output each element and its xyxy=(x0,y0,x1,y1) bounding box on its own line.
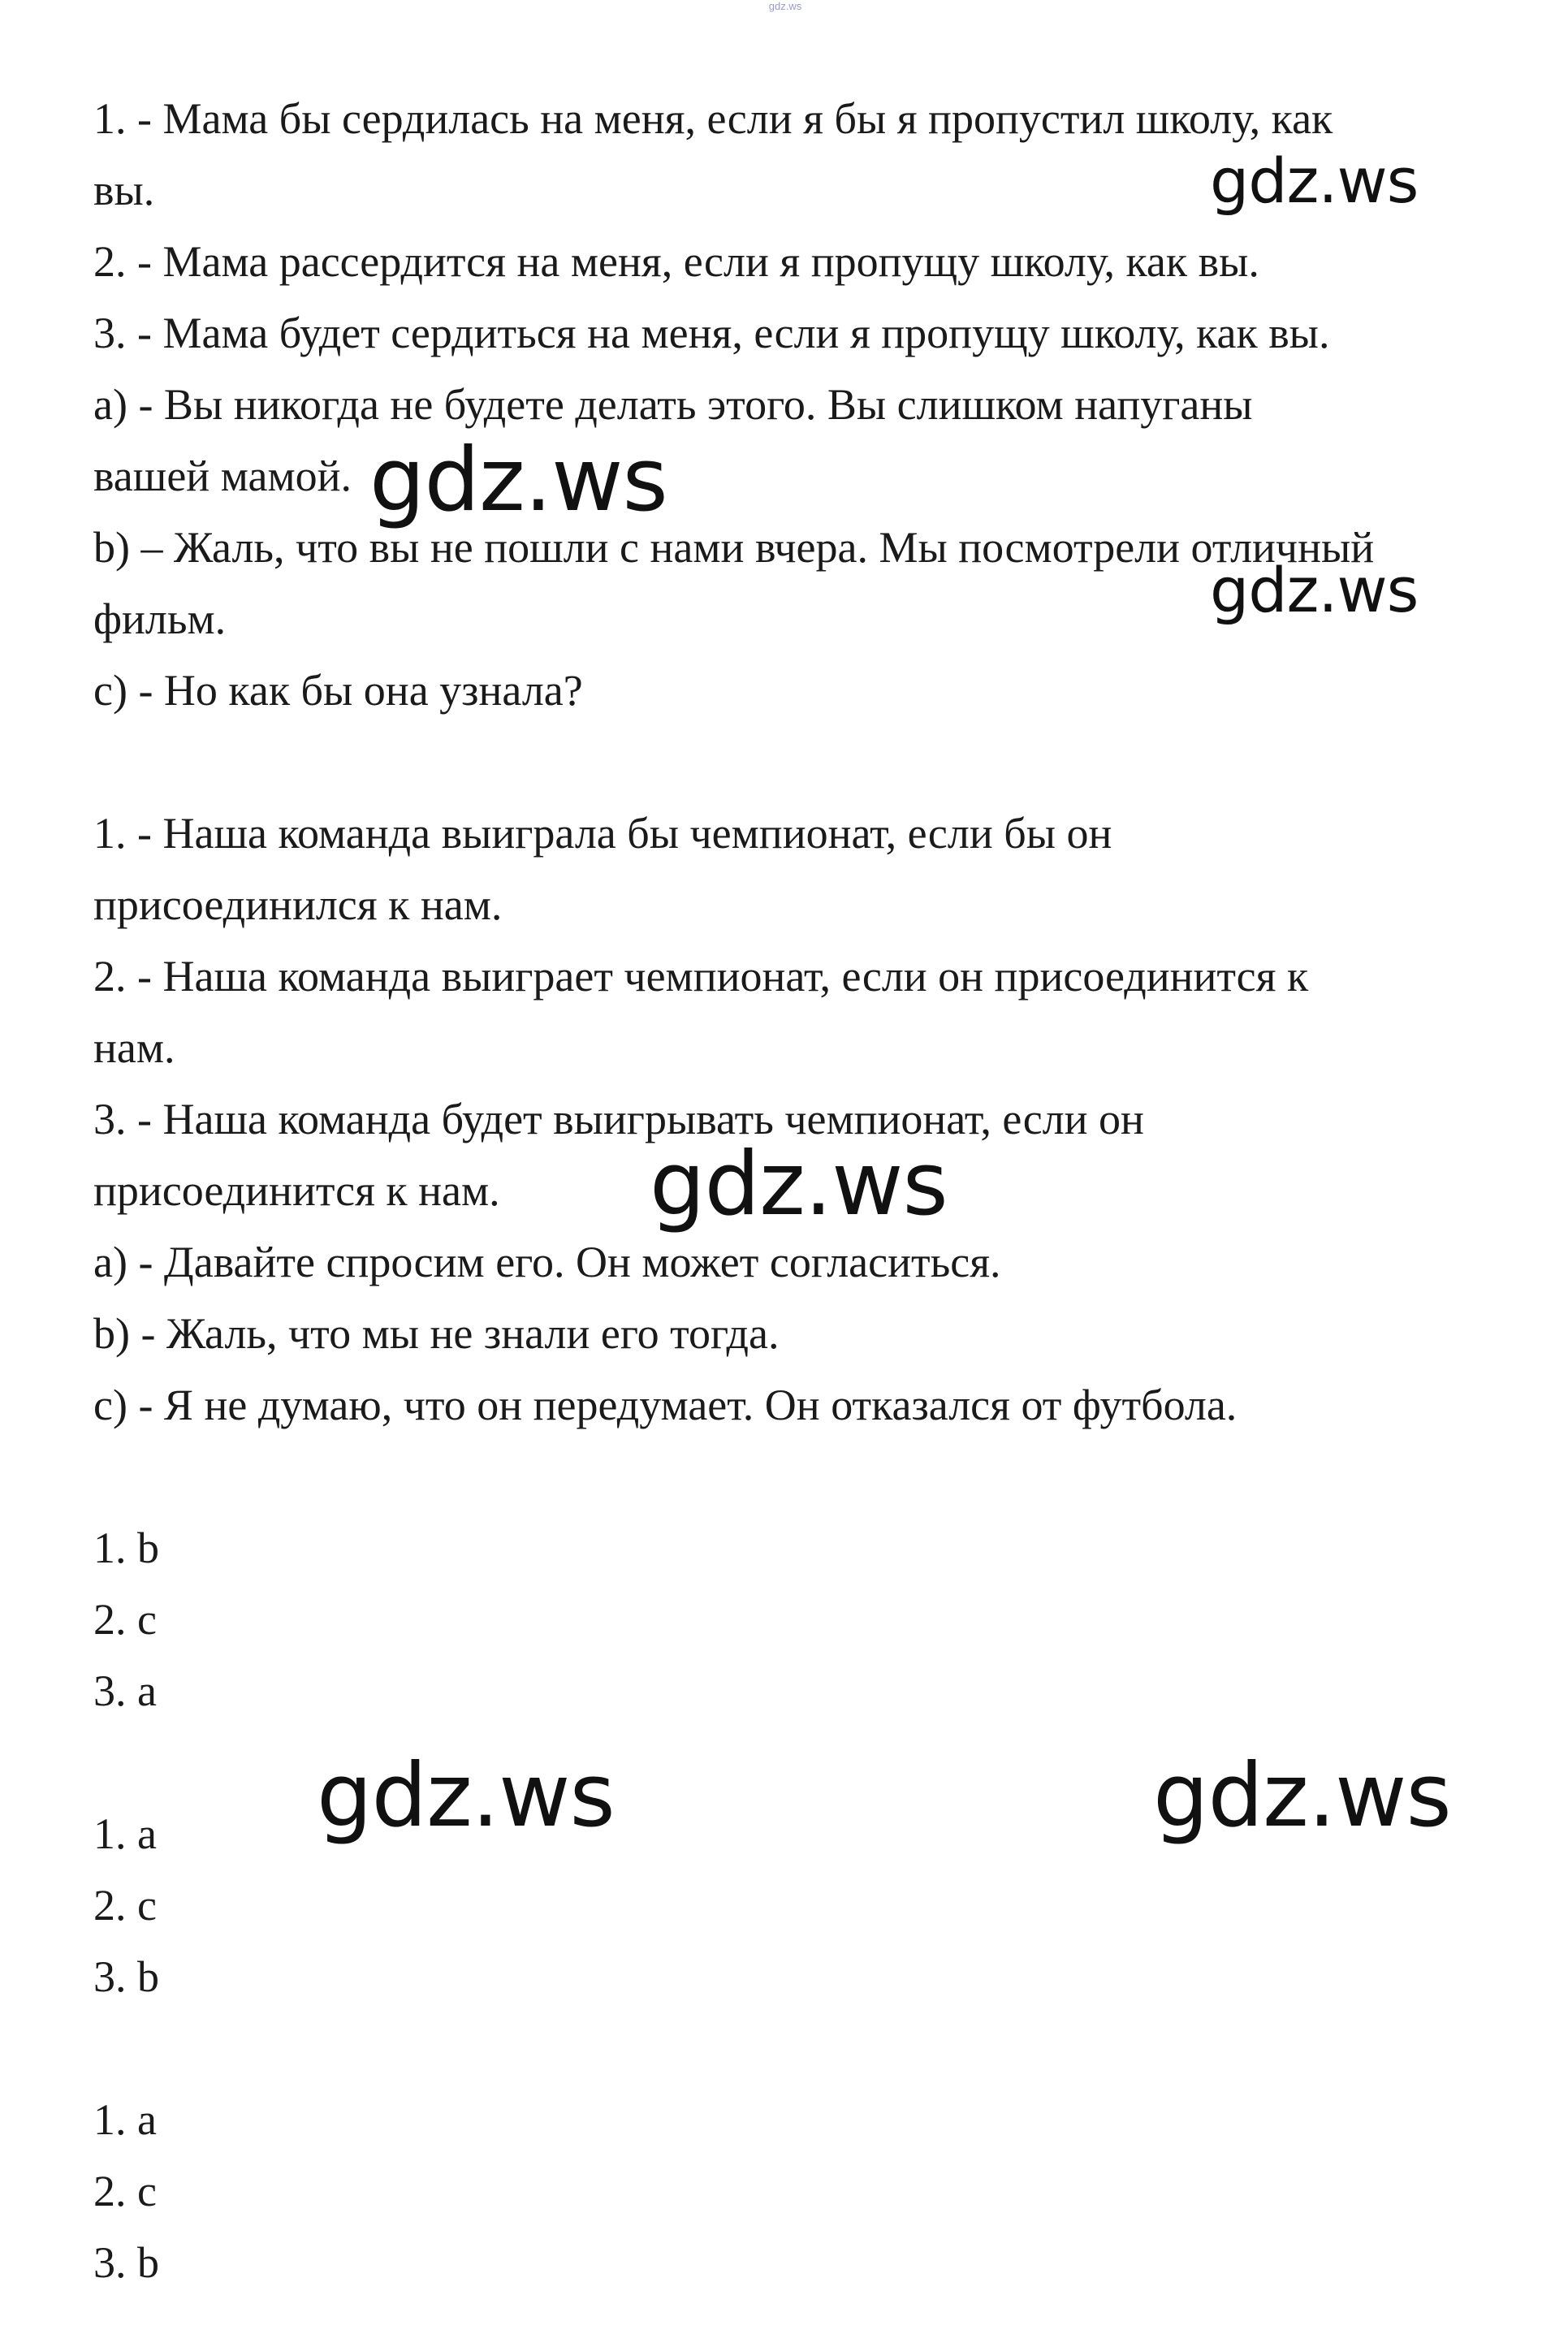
block-spacer xyxy=(93,1441,1490,1512)
text-line: 1. - Мама бы сердилась на меня, если я бы я пропустил школу, как xyxy=(93,94,1333,143)
text-line: 1. - Наша команда выиграла бы чемпионат, если бы он xyxy=(93,809,1112,858)
text-line: вашей мамой. xyxy=(93,452,352,500)
watermark: gdz.ws xyxy=(369,430,667,531)
watermark: gdz.ws xyxy=(1210,145,1419,217)
text-line: c) - Я не думаю, что он передумает. Он отказался от футбола. xyxy=(93,1381,1238,1429)
text-line: 2. c xyxy=(93,2167,157,2215)
text-line: фильм. xyxy=(93,594,227,643)
watermark: gdz.ws xyxy=(317,1745,615,1847)
watermark: gdz.ws xyxy=(650,1134,948,1235)
text-line: b) - Жаль, что мы не знали его тогда. xyxy=(93,1309,780,1358)
text-line: 2. - Наша команда выиграет чемпионат, если он присоединится к xyxy=(93,952,1309,1001)
watermark: gdz.ws xyxy=(1210,554,1419,626)
answer-block-3 xyxy=(93,1512,1490,1727)
text-line: вы. xyxy=(93,166,155,214)
text-line: c) - Но как бы она узнала? xyxy=(93,666,583,715)
text-line: 3. - Наша команда будет выигрывать чемпионат, если он xyxy=(93,1095,1144,1143)
text-line: 2. c xyxy=(93,1595,157,1644)
text-line: 3. a xyxy=(93,1666,157,1715)
block-spacer xyxy=(93,2012,1490,2084)
text-line: a) - Давайте спросим его. Он может согласиться. xyxy=(93,1238,1001,1286)
text-line: 1. b xyxy=(93,1524,159,1572)
text-line: присоединится к нам. xyxy=(93,1166,500,1215)
text-line: присоединился к нам. xyxy=(93,880,503,929)
text-line: 3. b xyxy=(93,2238,159,2287)
text-line: 2. - Мама рассердится на меня, если я пропущу школу, как вы. xyxy=(93,237,1259,286)
text-line: 1. a xyxy=(93,1809,157,1858)
answer-block-2 xyxy=(93,797,1490,1441)
text-line: b) – Жаль, что вы не пошли с нами вчера. Мы посмотрели отличный xyxy=(93,523,1375,572)
watermark: gdz.ws xyxy=(1153,1745,1451,1847)
text-line: 3. b xyxy=(93,1952,159,2001)
header-site-mark: gdz.ws xyxy=(768,0,802,12)
answer-block-5 xyxy=(93,2084,1490,2298)
text-line: 1. a xyxy=(93,2095,157,2144)
text-line: 3. - Мама будет сердиться на меня, если я пропущу школу, как вы. xyxy=(93,309,1330,357)
text-line: нам. xyxy=(93,1023,175,1072)
block-spacer xyxy=(93,726,1490,797)
text-line: 2. c xyxy=(93,1881,157,1930)
text-line: a) - Вы никогда не будете делать этого. Вы слишком напуганы xyxy=(93,380,1253,429)
